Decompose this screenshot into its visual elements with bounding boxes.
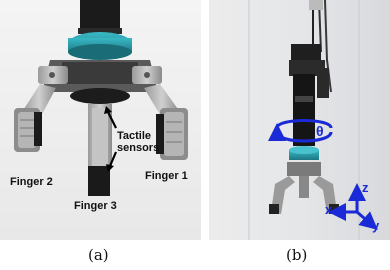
label-axis-x: x: [325, 202, 333, 217]
label-finger-1: Finger 1: [145, 170, 188, 182]
caption-b: (b): [286, 246, 308, 264]
label-axis-z: z: [362, 180, 369, 195]
finger-3-tactile-pad: [88, 166, 110, 196]
label-finger-2: Finger 2: [10, 176, 53, 188]
label-axis-y: y: [372, 218, 380, 233]
photo-arm-with-axes: [209, 0, 390, 240]
tactile-sensor-palm: [70, 88, 130, 104]
arm-body: [293, 74, 315, 146]
label-theta: θ: [316, 123, 324, 139]
arm-column: [80, 0, 120, 32]
caption-a: (a): [88, 246, 109, 264]
photo-gripper-closeup: [0, 0, 201, 240]
label-tactile-sensors: Tactile sensors: [117, 130, 160, 154]
finger-2-tactile-pad: [34, 112, 42, 146]
finger-3: [88, 104, 112, 196]
label-finger-3: Finger 3: [74, 200, 117, 212]
arm-illustration: [209, 0, 390, 240]
